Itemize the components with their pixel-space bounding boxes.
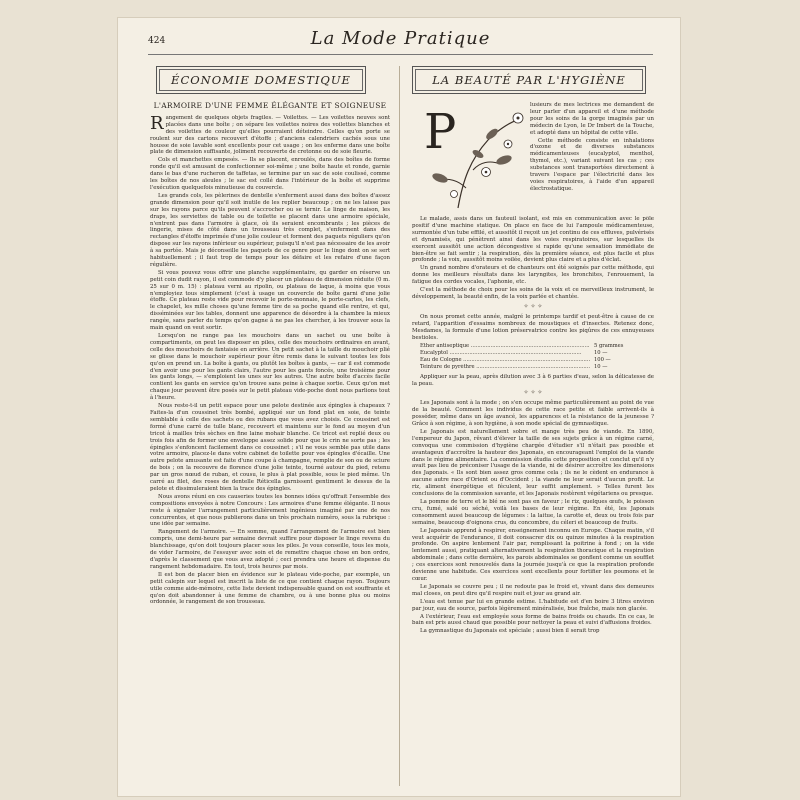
paragraph: Il est bon de placer bien en évidence sur le plateau vide-poche, par exemple, un petit calepin sur lequel est inscrit la liste de ce que contient chaque rayon. Toujours utile comme aide-mémoire, cette liste devient indispensable quand on est souffrante et qu'on doit abandonner à une femme de chambre, ou à une bonne plus ou moins ordonnée, le rangement de son trousseau. [150, 571, 390, 606]
paragraph: Appliquer sur la peau, après dilution avec 3 à 6 parties d'eau, selon la délicatesse de la peau. [412, 373, 654, 387]
right-intro [530, 102, 654, 214]
paragraph: Les grands cols, les pèlerines de dentelle s'enferment aussi dans des boîtes d'assez grande dimension pour qu'il soit inutile de les replier beaucoup ; on ne les laisse pas sur les rayons parce qu'ils peuvent s'accrocher ou se ternir. Le linge de maison, les draps, les serviettes de table ou de toilette se placent dans une armoire spéciale, n'entrent pas dans l'armoire à glace, où ils seraient encombrants ; les pièces de lingerie, mises de côté dans un trousseau très complet, s'enferment dans des rectangles d'étoffe imprimée d'une jolie couleur et forment des paquets réguliers qu'on dispose sur les rayons inférieur ou supérieur, puisqu'il n'est pas nécessaire de les avoir à sa portée. Mais je déconseille les paquets de ce genre pour le linge dont on se sert habituellement ; il faut trop de temps pour les défaire et les refaire d'une façon régulière. [150, 192, 390, 268]
page-header [148, 30, 653, 55]
left-column [150, 101, 390, 791]
paragraph: Rangement de l'armoire. — En somme, quand l'arrangement de l'armoire est bien compris, une demi-heure par semaine devrait suffire pour disposer le linge revenu du blanchissage, qu'on doit toujours placer sous les piles. Je vous conseille, tous les mois, de vider l'armoire, de l'essuyer avec soin et de remettre chaque chose en bon ordre, d'après le classement que vous avez adopté ; ceci prendra une heure et dispense du rangement hebdomadaire. En tout, trois heures par mois. [150, 529, 390, 570]
paragraph: Nous avons réuni en ces causeries toutes les bonnes idées qu'offrait l'ensemble des compositions envoyées à notre Concours : Les armoires d'une femme élégante. Il nous reste à signaler l'arrangement particulièrement ingénieux imaginé par une de nos concurrentes, et que nous publierons dans un très prochain numéro, sous la rubrique : une idée par semaine. [150, 493, 390, 528]
paragraph: angement de quelques objets fragiles. — Voilettes. — Les voilettes neuves sont placées dans une boîte ; on sépare les voilettes noires des voilettes blanches et des voilettes de couleur qu'elles pourraient déteindre. Celles qu'on porte se roulent sur des cartons recouvert d'étoffe ; d'anciens calendriers cachés sous une housse de soie lavable sont excellents pour cet usage ; on les enferme dans une boîte plate de dimension suffisante, joliment recouverte de cretonne ou de soie fleurie. [150, 114, 390, 156]
paragraph: A l'extérieur, l'eau est employée sous forme de bains froids ou chauds. En ce cas, le bain est pris aussi chaud que possible pour nettoyer la peau et suivi d'affusions froides. [412, 613, 654, 627]
paragraph: On nous promet cette année, malgré le printemps tardif et peut-être à cause de ce retard, l'apparition d'essaims nombreux de moustiques et d'insectes. Retenez donc, Mesdames, la formule d'une lotion préservatrice contre les piqûres de ces ennuyeuses bestioles. [412, 313, 654, 341]
page-number: 424 [148, 36, 166, 46]
paragraph: Les Japonais sont à la mode ; on s'en occupe même particulièrement au point de vue de la beauté. Comment les individus de cette race petite et faible arrivent-ils à posséder, même dans un âge avancé, les apparences et la résistance de la jeunesse ? Grâce à son régime, à son hygiène, à son mode spécial de gymnastique. [412, 400, 654, 428]
paragraph: Lorsqu'on ne range pas les mouchoirs dans un sachet ou une boîte à compartiments, on peut les disposer en piles, celle des mouchoirs ordinaires en avant, celle des mouchoirs de fantaisie en arrière. Un petit sachet à la taille du mouchoir plié se glisse dans le mouchoir supérieur pour être remis dans le suivant toutes les fois qu'on en prend un. La boîte à gants, ou plutôt les boîtes à gants, — car il est commode d'en avoir une pour les gants clairs, l'autre pour les gants foncés, une troisième pour les gants longs, — s'emploient les unes sur les autres. Une autre boîte d'accès facile contient les gants en service qu'on trouve sans peine à chaque sortie. Ceux qu'on met chaque jour peuvent être posés sur le petit plateau vide-poche dont nous parlions tout à l'heure. [150, 333, 390, 402]
paragraph: La gymnastique du Japonais est spéciale ; aussi bien il serait trop [420, 628, 600, 635]
paragraph: Si vous pouvez vous offrir une planche supplémentaire, qu garder en réserve un petit coin dudit rayon, il est commode d'y placer un plateau de dimension réduite (0 m. 25 sur 0 m. 15) : plateau verni au ripolin, ou plateau de laque, à moins que vous n'employiez tous simplement (c'est à usage un couvercle de boîte garni d'une jolie étoffe. Ce plateau reste vide pour recevoir le porte-monnaie, le porte-cartes, les clefs, le chapelet, les mille choses qu'une femme tire de sa poche quand elle rentre, et qui, disséminées sur les tables, donnent une apparence de désordre à la chambre la mieux rangée, sans parler du temps qu'on gagne à ne pas les chercher, à les trouver sous la main quand on veut sortir. [150, 269, 390, 332]
ornament-divider: ✧ ✧ ✧ [523, 302, 543, 310]
paragraph: Un grand nombre d'orateurs et de chanteurs ont été soignés par cette méthode, qui donne les meilleurs résultats dans les laryngites, les bronchites, l'enrouement, la fatigue des cordes vocales, l'aphonie, etc. [412, 265, 654, 286]
column-divider [399, 66, 400, 786]
recipe-line: Eau de Cologne ..... 100 — [420, 357, 654, 364]
recipe-line: Ether antiseptique ..... 5 grammes [420, 343, 654, 350]
magazine-title: La Mode Pratique [310, 28, 491, 49]
floral-illustration [418, 100, 530, 212]
paragraph: Nous reste-t-il un petit espace pour une pelote destinée aux épingles à chapeaux ? Faites-la d'un coussinet très bombé, appliqué sur un fond plat en soie, de teinte semblable à celle des sachets ou des rubans que vous avez choisis. Ce coussinet est formé d'une carré de tulle blanc, recouvert et maintenu sur le fond au moyen d'un tricot à mailles très sèches en fine laine mohair blanche. Ce tricot est replié deux ou trois fois afin de former une enveloppe assez solide pour que le crin ne sorte pas ; les épingles s'enfoncent facilement dans ce coussinet ; s'il ne vous semble pas utile dans votre armoire, placez-le dans votre cabinet de toilette pour vos épingles d'écaille. Une autre pelote amusante est faite d'une coupe à champagne, remplie de son ou de sciure de bois ; on la recouvre de florence d'une jolie teinte, tourné autour du pied, retenu par un gros nœud de ruban, et cousu, le plus à plat possible, sous le pied même. Un carré au filet, des roses de dentelle Réticella garnissent gentiment le dessus de la pelote et dissimuleraient bien la trace des épingles. [150, 403, 390, 492]
drop-cap-p: P [424, 104, 457, 160]
magazine-page [118, 18, 680, 796]
article-title: L'ARMOIRE D'UNE FEMME ÉLÉGANTE ET SOIGNEUSE [153, 101, 387, 110]
recipe-line: Eucalyptol ..... 10 — [420, 350, 654, 357]
paragraph: Cols et manchettes empesés. — Ils se placent, enroulés, dans des boîtes de forme ronde qu'il est amusant de confectionner soi-même ; une boîte haute et ronde, garnie dans le bas d'une rucheron de taffetas, se termine par un sac de soie coulissé, comme les boîtes de nos aïeules ; le sac est collé dans l'intérieur de la boîte et supprime l'exécution quelquefois minutieuse du couvercle. [150, 157, 390, 191]
right-column [412, 216, 654, 788]
paragraph: L'eau est tenue par lui en grande estime. L'habitude est d'en boire 3 litres environ par jour, eau de source, parfois légèrement minéralisée, bue fraîche, mais non glacée. [412, 598, 654, 612]
paragraph: lusieurs de mes lectrices me demandent de leur parler d'un appareil et d'une méthode pour les soins de la gorge imaginés par un médecin de Lyon, le Dr Imbert de la Touche, et adopté dans un hôpital de cette ville. [530, 102, 654, 136]
paragraph: Le Japonais apprend à respirer, enseignement inconnu en Europe. Chaque matin, s'il veut acquérir de l'endurance, il doit consacrer dix ou quinze minutes à la respiration profonde. On aspire lentement l'air par, remplissant la poitrine à fond ; on la vide lentement aussi, pratiquant alternativement la respiration thoracique et la respiration abdominale ; dans cette dernière, les parois abdominales se gonflent comme un soufflet ; ces exercices sont renouvelés dans la journée jusqu'à ce que la respiration profonde devienne une habitude. Ces exercices sont excellents pour fortifier les poumons et le cœur. [412, 527, 654, 582]
section-title-beaute: LA BEAUTÉ PAR L'HYGIÈNE [412, 66, 646, 94]
paragraph: Cette méthode consiste en inhalations d'ozone et de diverses substances médicamenteuses (eucalyptol, menthol, thymol, etc.), variant suivant les cas ; ces substances sont transportées directement à travers l'espace par l'électricité dans les voies respiratoires, à l'aide d'un appareil électrostatique. [530, 137, 654, 192]
recipe-list [420, 343, 654, 370]
paragraph: Le Japonais est naturellement sobre et mange très peu de viande. En 1890, l'empereur du Japon, rêvant d'élever la taille de ses sujets grâce à un régime carné, convoqua une commission d'hygiène chargée d'étudier s'il n'était pas possible et avantageux d'accroître la hauteur des Japonais, en encourageant l'emploi de la viande dans le régime alimentaire. La commission étudia cette proposition et conclut qu'il n'y avait pas lieu de préconiser l'usage de la viande, ni de désirer accroître les dimensions des Japonais. « Ils sont bien assez gros comme cela ; ils ne le cèdent en endurance à aucune autre race d'Orient ou d'Occident ; la viande ne leur serait d'aucun profit. Le riz, aliment énergétique et féculent, leur suffit amplement. » Telles furent les conclusions de la commission savante, et les Japonais restèrent végétariens ou presque. [412, 428, 654, 498]
ornament-divider: ✧ ✧ ✧ [523, 389, 543, 397]
recipe-line: Teinture de pyrèthre ..... 10 — [420, 364, 654, 371]
paragraph: C'est la méthode de choix pour les soins de la voix et ce merveilleux instrument, le développement, la beauté enfin, de la voix parlée et chantée. [412, 287, 654, 300]
paragraph: Le Japonais se couvre peu ; il ne redoute pas le froid et, vivant dans des demeures mal closes, on peut dire qu'il respire nuit et jour au grand air. [412, 583, 654, 597]
paragraph: Le malade, assis dans un fauteuil isolant, est mis en communication avec le pôle positif d'une machine statique. On place en face de lui l'ampoule médicamenteuse, surmontée d'un tube effilé, et aussitôt il reçoit un jet continu de ces effluves, pulvérisés et dynamisés, qui pénètrent ainsi dans les voies respiratoires, sur lesquelles ils exercent aussitôt une action décongestive si rapide qu'une sensation immédiate de bien-être se fait sentir ; la respiration, dès la première séance, est plus facile et plus profonde ; la voix, aussitôt moins voilée, devient plus claire et a plus d'éclat. [412, 216, 654, 264]
drop-cap-r: R [150, 112, 164, 134]
paragraph: La pomme de terre et le blé ne sont pas en faveur ; le riz, quelques œufs, le poisson cru, fumé, salé ou séché, voilà les bases de leur régime. En été, les Japonais consomment aussi beaucoup de légumes : la laitue, la carotte et, deux ou trois fois par semaine, beaucoup d'oignons crus, du concombre, du céleri et beaucoup de fruits. [412, 499, 654, 526]
section-title-economie: ÉCONOMIE DOMESTIQUE [156, 66, 366, 94]
